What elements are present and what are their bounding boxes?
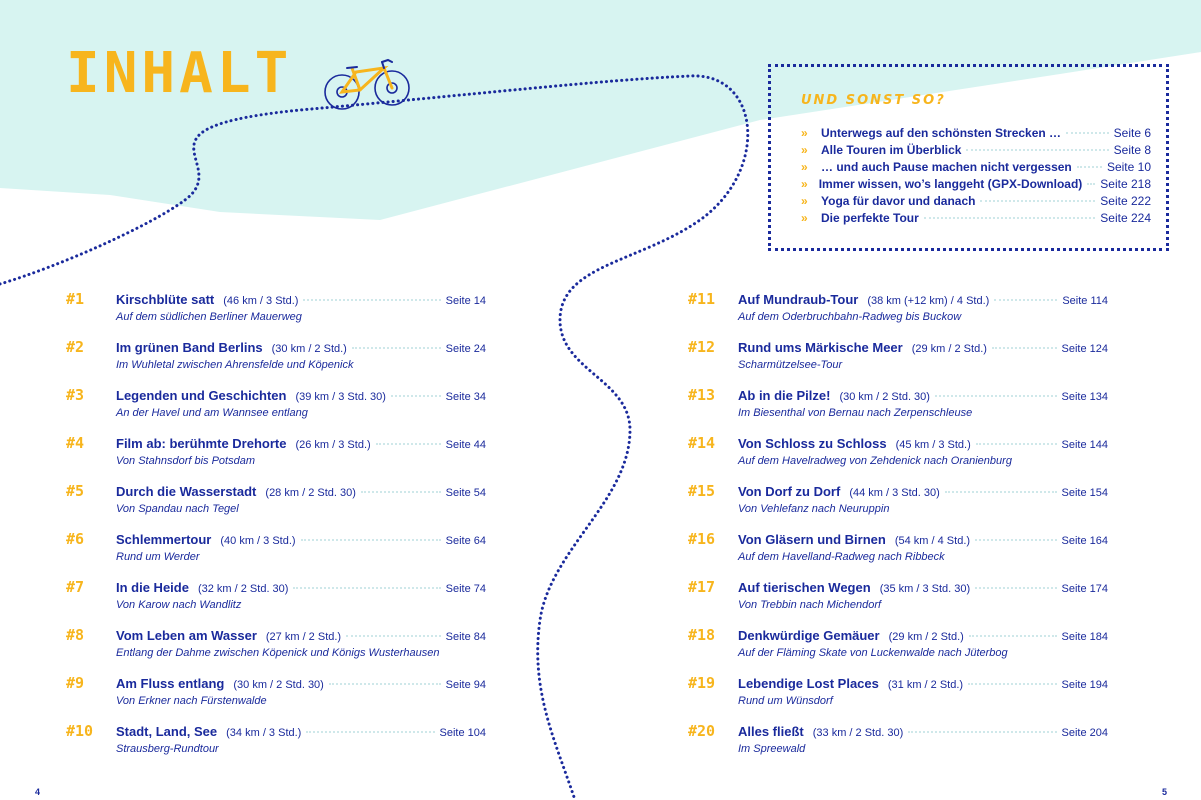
tour-number: #20 [688,722,716,740]
tour-title: Von Gläsern und Birnen [738,532,886,547]
toc-entry[interactable] [688,722,1108,766]
toc-entry[interactable] [66,434,486,478]
toc-entry[interactable] [66,290,486,334]
tour-title: In die Heide [116,580,189,595]
dotted-leader [908,731,1056,733]
tour-title: Kirschblüte satt [116,292,215,307]
tour-title: Vom Leben am Wasser [116,628,257,643]
extras-item-label: Yoga für davor und danach [821,194,976,208]
tour-number: #4 [66,434,85,452]
tour-page: Seite 24 [445,343,486,355]
tour-title: Lebendige Lost Places [738,676,879,691]
tour-subtitle: Scharmützelsee-Tour [738,359,843,371]
tour-title: Stadt, Land, See [116,724,218,739]
extras-item-label: Immer wissen, wo’s langgeht (GPX-Download) [818,177,1083,191]
extras-item-page: Seite 6 [1113,126,1151,140]
tour-number: #3 [66,386,85,404]
tour-meta: (40 km / 3 Std.) [220,535,296,547]
tour-number: #19 [688,674,716,692]
dotted-leader [924,217,1095,219]
tour-meta: (34 km / 3 Std.) [226,727,302,739]
tour-page: Seite 54 [445,487,486,499]
tour-subtitle: Von Vehlefanz nach Neuruppin [738,503,890,515]
dotted-leader [966,149,1108,151]
extras-item-page: Seite 224 [1100,211,1151,225]
tour-page: Seite 204 [1061,727,1108,739]
double-chevron-icon: » [801,177,808,191]
tour-meta: (39 km / 3 Std. 30) [295,391,386,403]
dotted-leader [293,587,440,589]
dotted-leader [376,443,441,445]
dotted-leader [968,683,1056,685]
tour-subtitle: Strausberg-Rundtour [116,743,219,755]
double-chevron-icon: » [801,160,808,174]
double-chevron-icon: » [801,126,808,140]
tour-page: Seite 94 [445,679,486,691]
tour-page: Seite 184 [1061,631,1108,643]
tour-title: Legenden und Geschichten [116,388,287,403]
tour-page: Seite 84 [445,631,486,643]
tour-meta: (29 km / 2 Std.) [911,343,987,355]
tour-number: #5 [66,482,85,500]
toc-entry[interactable] [66,674,486,718]
extras-list [801,126,1151,228]
tour-meta: (45 km / 3 Std.) [895,439,971,451]
tour-title: Von Dorf zu Dorf [738,484,841,499]
tour-subtitle: Auf dem südlichen Berliner Mauerweg [116,311,302,323]
extras-item-label: Alle Touren im Überblick [821,143,962,157]
tour-meta: (28 km / 2 Std. 30) [265,487,356,499]
extras-item-page: Seite 10 [1106,160,1151,174]
tour-subtitle: Auf dem Havelradweg von Zehdenick nach Oranienburg [738,455,1012,467]
tour-page: Seite 64 [445,535,486,547]
dotted-leader [1077,166,1102,168]
tour-title: Alles fließt [738,724,804,739]
bicycle-icon [322,54,412,112]
tour-subtitle: Auf dem Oderbruchbahn-Radweg bis Buckow [738,311,962,323]
extras-box-title: UND SONST SO? [801,93,946,108]
double-chevron-icon: » [801,211,808,225]
dotted-leader [1087,183,1095,185]
extras-box [768,64,1169,251]
dotted-leader [994,299,1057,301]
double-chevron-icon: » [801,143,808,157]
dotted-leader [945,491,1057,493]
tour-number: #12 [688,338,716,356]
toc-entry[interactable] [66,530,486,574]
tour-title: Von Schloss zu Schloss [738,436,887,451]
tour-page: Seite 174 [1061,583,1108,595]
tour-number: #8 [66,626,85,644]
dotted-leader [391,395,441,397]
tour-number: #14 [688,434,716,452]
dotted-leader [935,395,1057,397]
tour-subtitle: Im Biesenthal von Bernau nach Zerpenschleuse [738,407,973,419]
tour-meta: (30 km / 2 Std. 30) [839,391,930,403]
toc-entry[interactable] [66,578,486,622]
tour-meta: (35 km / 3 Std. 30) [879,583,971,595]
tour-subtitle: Von Erkner nach Fürstenwalde [116,695,267,707]
tour-title: Denkwürdige Gemäuer [738,628,880,643]
dotted-leader [361,491,441,493]
tour-number: #1 [66,290,85,308]
tour-subtitle: Von Spandau nach Tegel [116,503,239,515]
toc-entry[interactable] [66,338,486,382]
tour-subtitle: Von Trebbin nach Michendorf [738,599,882,611]
tour-title: Auf tierischen Wegen [738,580,871,595]
tour-title: Schlemmertour [116,532,212,547]
tour-page: Seite 154 [1061,487,1108,499]
tour-meta: (26 km / 3 Std.) [295,439,371,451]
tour-page: Seite 194 [1061,679,1108,691]
tour-number: #2 [66,338,85,356]
tour-meta: (32 km / 2 Std. 30) [197,583,289,595]
tour-title: Ab in die Pilze! [738,388,831,403]
tour-number: #6 [66,530,85,548]
extras-item-page: Seite 8 [1113,143,1151,157]
tour-title: Film ab: berühmte Drehorte [116,436,287,451]
extras-item-page: Seite 218 [1100,177,1151,191]
tour-number: #7 [66,578,85,596]
tour-subtitle: Im Wuhletal zwischen Ahrensfelde und Köpenick [116,359,354,371]
tour-subtitle: Rund um Wünsdorf [738,695,833,707]
tour-page: Seite 164 [1061,535,1108,547]
dotted-leader [306,731,434,733]
toc-entry[interactable] [688,578,1108,622]
extras-item-label: Unterwegs auf den schönsten Strecken … [821,126,1062,140]
toc-entry[interactable] [688,482,1108,526]
page-number-right: 5 [1162,787,1168,797]
tour-subtitle: Von Stahnsdorf bis Potsdam [116,455,256,467]
tour-subtitle: Auf der Fläming Skate von Luckenwalde nach Jüterbog [738,647,1008,659]
tour-subtitle: An der Havel und am Wannsee entlang [116,407,308,419]
tour-page: Seite 14 [445,295,486,307]
tour-number: #11 [688,290,716,308]
tour-subtitle: Auf dem Havelland-Radweg nach Ribbeck [738,551,945,563]
toc-entry[interactable] [688,434,1108,478]
toc-entry[interactable] [688,290,1108,334]
tour-page: Seite 44 [445,439,486,451]
tour-number: #10 [66,722,94,740]
tour-meta: (38 km (+12 km) / 4 Std.) [867,295,990,307]
extras-item[interactable] [801,177,1151,194]
tour-number: #15 [688,482,716,500]
tour-page: Seite 34 [445,391,486,403]
extras-item[interactable] [801,194,1151,211]
extras-item[interactable] [801,160,1151,177]
tour-meta: (30 km / 2 Std. 30) [233,679,324,691]
tour-number: #18 [688,626,716,644]
page-number-left: 4 [35,787,41,797]
dotted-leader [975,587,1056,589]
extras-item[interactable] [801,211,1151,228]
toc-entry[interactable] [688,530,1108,574]
toc-entry[interactable] [66,626,486,670]
tour-title: Im grünen Band Berlins [116,340,263,355]
extras-item[interactable] [801,126,1151,143]
dotted-leader [301,539,441,541]
tour-meta: (31 km / 2 Std.) [887,679,964,691]
extras-item-label: … und auch Pause machen nicht vergessen [821,160,1072,174]
toc-entry[interactable] [688,626,1108,670]
page-title: INHALT [66,41,293,106]
tour-number: #17 [688,578,716,596]
extras-item-page: Seite 222 [1100,194,1151,208]
tour-page: Seite 74 [445,583,486,595]
toc-entry[interactable] [688,674,1108,718]
tour-number: #16 [688,530,716,548]
tour-page: Seite 134 [1061,391,1108,403]
dotted-leader [992,347,1057,349]
tour-meta: (29 km / 2 Std.) [888,631,964,643]
tour-title: Am Fluss entlang [116,676,225,691]
tour-subtitle: Von Karow nach Wandlitz [116,599,242,611]
dotted-leader [969,635,1057,637]
tour-meta: (44 km / 3 Std. 30) [849,487,940,499]
tour-number: #13 [688,386,716,404]
extras-item-label: Die perfekte Tour [821,211,919,225]
dotted-leader [346,635,441,637]
tour-subtitle: Im Spreewald [738,743,806,755]
tour-title: Rund ums Märkische Meer [738,340,903,355]
tour-title: Auf Mundraub-Tour [738,292,859,307]
tour-meta: (30 km / 2 Std.) [271,343,347,355]
tour-title: Durch die Wasserstadt [116,484,257,499]
double-chevron-icon: » [801,194,808,208]
tour-number: #9 [66,674,85,692]
dotted-leader [352,347,441,349]
tour-page: Seite 124 [1061,343,1108,355]
toc-entry[interactable] [66,386,486,430]
dotted-leader [303,299,440,301]
tour-meta: (46 km / 3 Std.) [223,295,299,307]
dotted-leader [980,200,1095,202]
dotted-leader [329,683,441,685]
toc-entry[interactable] [66,482,486,526]
tour-subtitle: Entlang der Dahme zwischen Köpenick und Königs Wusterhausen [116,647,440,659]
tour-subtitle: Rund um Werder [116,551,200,563]
extras-item[interactable] [801,143,1151,160]
toc-entry[interactable] [688,338,1108,382]
tour-meta: (33 km / 2 Std. 30) [812,727,904,739]
tour-meta: (27 km / 2 Std.) [265,631,342,643]
tour-page: Seite 104 [439,727,486,739]
dotted-leader [1066,132,1109,134]
tour-page: Seite 144 [1061,439,1108,451]
dotted-leader [975,539,1056,541]
tour-meta: (54 km / 4 Std.) [894,535,971,547]
toc-entry[interactable] [688,386,1108,430]
tour-page: Seite 114 [1062,295,1108,307]
toc-entry[interactable] [66,722,486,766]
dotted-leader [976,443,1057,445]
